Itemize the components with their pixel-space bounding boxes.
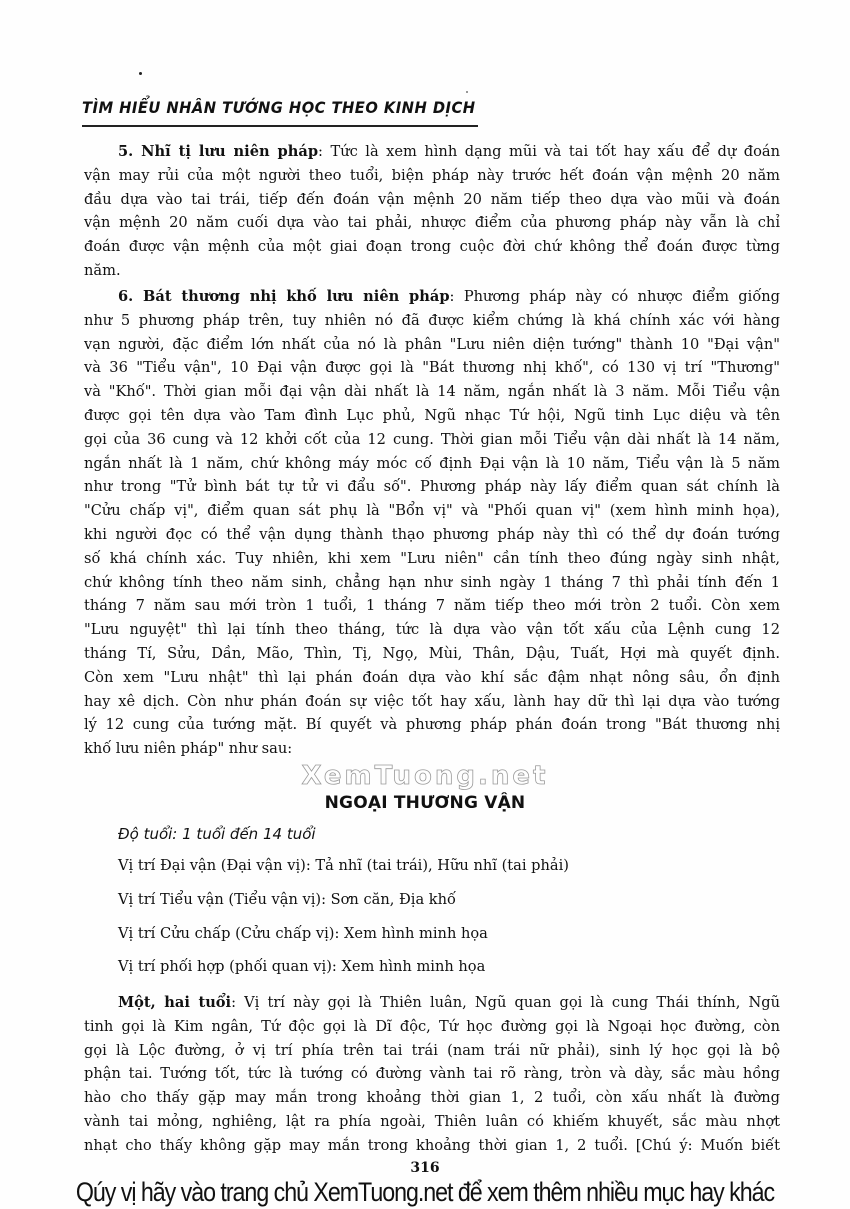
paragraph-line: và "Khố". Thời gian mỗi đại vận dài nhất là 14 năm, ngắn nhất là 3 năm. Mỗi Tiểu vận <box>84 383 780 401</box>
paragraph-line: như 5 phương pháp trên, tuy nhiên nó đã được kiểm chứng là khá chính xác với hàng <box>84 311 780 329</box>
footer-promo-text: Qúy vị hãy vào trang chủ XemTuong.net để xem thêm nhiều mục hay khác <box>75 1177 775 1207</box>
paragraph-line: và 36 "Tiểu vận", 10 Đại vận được gọi là "Bát thương nhị khố", có 130 vị trí "Thương" <box>84 359 780 377</box>
age-entry-paragraph <box>84 991 780 1158</box>
age-range-label: Độ tuổi: 1 tuổi đến 14 tuổi <box>118 825 316 843</box>
watermark-text: XemTuong.net <box>301 761 549 790</box>
paragraph-line: như trong "Tử bình bát tự tử vi đẩu số". Phương pháp này lấy điểm quan sát chính là <box>84 478 780 496</box>
paragraph-line: hay xê dịch. Còn như phán đoán sự việc tốt hay xấu, lành hay dữ thì lại dựa vào tướng <box>84 692 780 710</box>
paragraph-line: đoán được vận mệnh của một giai đoạn trong cuộc đời chứ không thể đoán được từng <box>84 238 780 256</box>
paragraph-line: vành tai mỏng, nghiêng, lật ra phía ngoài, Thiên luân có khiếm khuyết, sắc màu nhợt <box>84 1112 780 1130</box>
scan-speck <box>139 72 142 75</box>
position-tieu-van: Vị trí Tiểu vận (Tiểu vận vị): Sơn căn, Địa khố <box>118 891 456 908</box>
page-number: 316 <box>410 1160 440 1176</box>
section-6-lead: 6. Bát thương nhị khố lưu niên pháp <box>118 288 450 305</box>
position-cuu-chap: Vị trí Cửu chấp (Cửu chấp vị): Xem hình minh họa <box>118 925 488 942</box>
line-text: : Tức là xem hình dạng mũi và tai tốt hay xấu để dự đoán <box>318 143 780 160</box>
watermark <box>190 760 660 790</box>
paragraph-line <box>84 285 780 309</box>
paragraph-line: đầu dựa vào tai trái, tiếp đến đoán vận mệnh 20 năm tiếp theo dựa vào mũi và đoán <box>84 190 780 208</box>
paragraph-line: phận tai. Tướng tốt, tức là tướng có đường vành tai rõ ràng, tròn và dày, sắc màu hồng <box>84 1065 780 1083</box>
paragraph-line: được gọi tên dựa vào Tam đình Lục phủ, Ngũ nhạc Tứ hội, Ngũ tinh Lục diệu và tên <box>84 406 780 424</box>
paragraph-line: nhạt cho thấy không gặp may mắn trong khoảng thời gian 1, 2 tuổi. [Chú ý: Muốn biết <box>84 1136 780 1154</box>
position-phoi-hop: Vị trí phối hợp (phối quan vị): Xem hình minh họa <box>118 958 486 975</box>
paragraph-line: tháng Tí, Sửu, Dần, Mão, Thìn, Tị, Ngọ, Mùi, Thân, Dậu, Tuất, Hợi mà quyết định. <box>84 644 780 662</box>
paragraph-line: gọi của 36 cung và 12 khởi cốt của 12 cung. Thời gian mỗi Tiểu vận dài nhất là 14 năm, <box>84 430 780 448</box>
paragraph-line <box>84 991 780 1015</box>
header-rule <box>82 125 478 127</box>
paragraph-line: lý 12 cung của tướng mặt. Bí quyết và phương pháp phán đoán trong "Bát thương nhị <box>84 716 780 734</box>
section-5-paragraph <box>84 140 780 283</box>
running-header-title: TÌM HIỂU NHÂN TƯỚNG HỌC THEO KINH DỊCH <box>82 98 476 117</box>
section-5-lead: 5. Nhĩ tị lưu niên pháp <box>118 143 319 160</box>
paragraph-line: chứ không tính theo năm sinh, chẳng hạn như sinh ngày 1 tháng 7 thì phải tính đến 1 <box>84 573 780 591</box>
paragraph-line: tinh gọi là Kim ngân, Tứ độc gọi là Dĩ độc, Tứ học đường gọi là Ngoại học đường, còn <box>84 1017 780 1035</box>
age-entry-lead: Một, hai tuổi <box>118 994 232 1011</box>
section-6-paragraph <box>84 285 780 761</box>
paragraph-line: khố lưu niên pháp" như sau: <box>84 740 293 758</box>
paragraph-line: vạn người, đặc điểm lớn nhất của nó là phân "Lưu niên diện tướng" thành 10 "Đại vận" <box>84 335 780 353</box>
paragraph-line: "Cửu chấp vị", điểm quan sát phụ là "Bổn vị" và "Phối quan vị" (xem hình minh họa), <box>84 502 780 520</box>
paragraph-line: Còn xem "Lưu nhật" thì lại phán đoán dựa vào khí sắc đậm nhạt nông sâu, ổn định <box>84 668 780 686</box>
paragraph-line: tháng 7 năm sau mới tròn 1 tuổi, 1 tháng 7 năm tiếp theo mới tròn 2 tuổi. Còn xem <box>84 597 780 615</box>
paragraph-line: "Lưu nguyệt" thì lại tính theo tháng, tức là dựa vào vận tốt xấu của Lệnh cung 12 <box>84 621 780 639</box>
line-text: : Vị trí này gọi là Thiên luân, Ngũ quan gọi là cung Thái thính, Ngũ <box>231 994 780 1011</box>
section-heading: NGOẠI THƯƠNG VẬN <box>324 793 526 813</box>
paragraph-line: hào cho thấy gặp may mắn trong khoảng thời gian 1, 2 tuổi, còn xấu nhất là đường <box>84 1089 780 1107</box>
line-text: : Phương pháp này có nhược điểm giống <box>449 288 780 305</box>
paragraph-line <box>84 140 780 164</box>
paragraph-line: vận may rủi của một người theo tuổi, biện pháp này trước hết đoán vận mệnh 20 năm <box>84 166 780 184</box>
paragraph-line: số khá chính xác. Tuy nhiên, khi xem "Lưu niên" cần tính theo đúng ngày sinh nhật, <box>84 549 780 567</box>
position-dai-van: Vị trí Đại vận (Đại vận vị): Tả nhĩ (tai trái), Hữu nhĩ (tai phải) <box>118 857 569 874</box>
paragraph-line: ngắn nhất là 1 năm, chứ không máy móc cố định Đại vận là 10 năm, Tiểu vận là 5 năm <box>84 454 780 472</box>
paragraph-line: năm. <box>84 261 121 279</box>
scan-speck <box>466 91 468 93</box>
paragraph-line: vận mệnh 20 năm cuối dựa vào tai phải, nhược điểm của phương pháp này vẫn là chỉ <box>84 214 780 232</box>
paragraph-line: khi người đọc có thể vận dụng thành thạo phương pháp này thì có thể dự đoán tướng <box>84 525 780 543</box>
paragraph-line: gọi là Lộc đường, ở vị trí phía trên tai trái (nam trái nữ phải), sinh lý học gọi là bộ <box>84 1041 780 1059</box>
